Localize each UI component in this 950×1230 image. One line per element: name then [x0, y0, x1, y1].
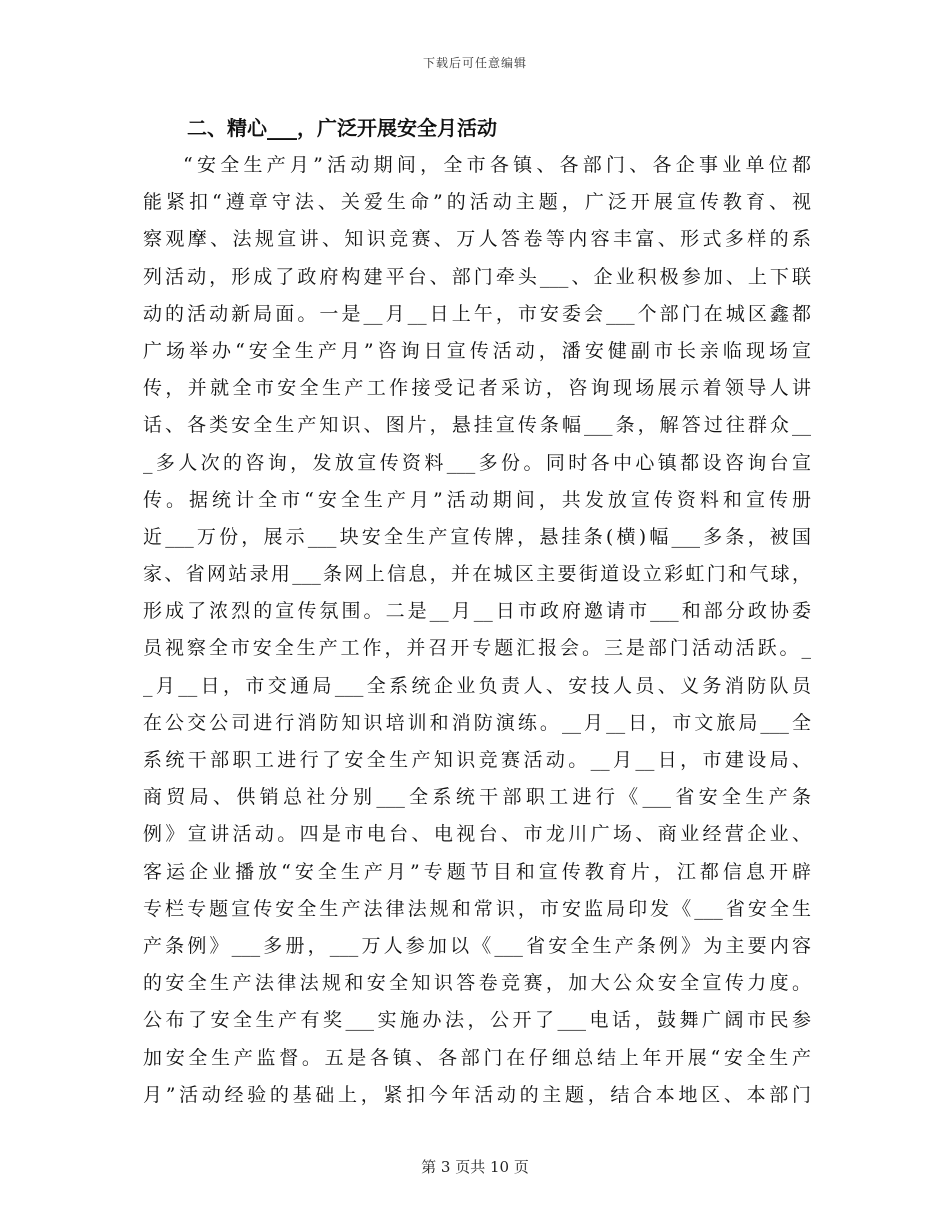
paragraph-line: 话、各类安全生产知识、图片，悬挂宣传条幅___条，解答过往群众__ — [143, 414, 811, 437]
paragraph-line: “安全生产月”活动期间，全市各镇、各部门、各企事业单位都 — [183, 154, 811, 176]
page-header: 下载后可任意编辑 — [422, 56, 527, 70]
paragraph-line: 广场举办“安全生产月”咨询日宣传活动，潘安健副市长亲临现场宣 — [143, 339, 811, 362]
paragraph-line: 的安全生产法律法规和安全知识答卷竞赛，加大公众安全宣传力度。 — [143, 972, 811, 995]
paragraph-line: 形成了浓烈的宣传氛围。二是__月__日市政府邀请市___和部分政协委 — [143, 600, 811, 623]
paragraph-line: _多人次的咨询，发放宣传资料___多份。同时各中心镇都设咨询台宣 — [143, 451, 811, 474]
paragraph-line: 近___万份，展示___块安全生产宣传牌，悬挂条(横)幅___多条，被国 — [143, 525, 811, 548]
page-footer: 第 3 页共 10 页 — [421, 1158, 529, 1176]
paragraph-line: 加安全生产监督。五是各镇、各部门在仔细总结上年开展“安全生产 — [143, 1046, 811, 1069]
paragraph-line: 员视察全市安全生产工作，并召开专题汇报会。三是部门活动活跃。_ — [143, 637, 811, 660]
paragraph-line: 专栏专题宣传安全生产法律法规和常识，市安监局印发《___省安全生 — [143, 897, 811, 920]
paragraph-line: 商贸局、供销总社分别___全系统干部职工进行《___省安全生产条 — [143, 786, 811, 809]
section-heading: 二、精心___，广泛开展安全月活动 — [187, 116, 497, 140]
paragraph-line: 传。据统计全市“安全生产月”活动期间，共发放宣传资料和宣传册 — [143, 488, 811, 511]
paragraph-line: 能紧扣“遵章守法、关爱生命”的活动主题，广泛开展宣传教育、视 — [143, 191, 811, 214]
paragraph-line: 客运企业播放“安全生产月”专题节目和宣传教育片，江都信息开辟 — [143, 860, 811, 883]
paragraph-line: 列活动，形成了政府构建平台、部门牵头___、企业积极参加、上下联 — [143, 265, 811, 288]
paragraph-line: 月”活动经验的基础上，紧扣今年活动的主题，结合本地区、本部门 — [143, 1083, 811, 1106]
document-body — [143, 110, 811, 1114]
paragraph-line: 例》宣讲活动。四是市电台、电视台、市龙川广场、商业经营企业、 — [143, 823, 811, 846]
paragraph-line: 家、省网站录用___条网上信息，并在城区主要街道设立彩虹门和气球， — [143, 563, 811, 586]
paragraph-line: 在公交公司进行消防知识培训和消防演练。__月__日，市文旅局___全 — [143, 711, 811, 734]
paragraph-line: 察观摩、法规宣讲、知识竞赛、万人答卷等内容丰富、形式多样的系 — [143, 228, 811, 251]
paragraph-line: 系统干部职工进行了安全生产知识竞赛活动。__月__日，市建设局、 — [143, 749, 811, 771]
paragraph-line: 产条例》___多册，___万人参加以《___省安全生产条例》为主要内容 — [143, 934, 811, 957]
paragraph-line: _月__日，市交通局___全系统企业负责人、安技人员、义务消防队员 — [143, 674, 811, 697]
section-paragraph — [143, 147, 811, 1114]
paragraph-line: 传，并就全市安全生产工作接受记者采访，咨询现场展示着领导人讲 — [143, 377, 811, 400]
paragraph-line: 公布了安全生产有奖___实施办法，公开了___电话，鼓舞广阔市民参 — [143, 1009, 811, 1032]
paragraph-line: 动的活动新局面。一是__月__日上午，市安委会___个部门在城区鑫都 — [143, 302, 811, 325]
